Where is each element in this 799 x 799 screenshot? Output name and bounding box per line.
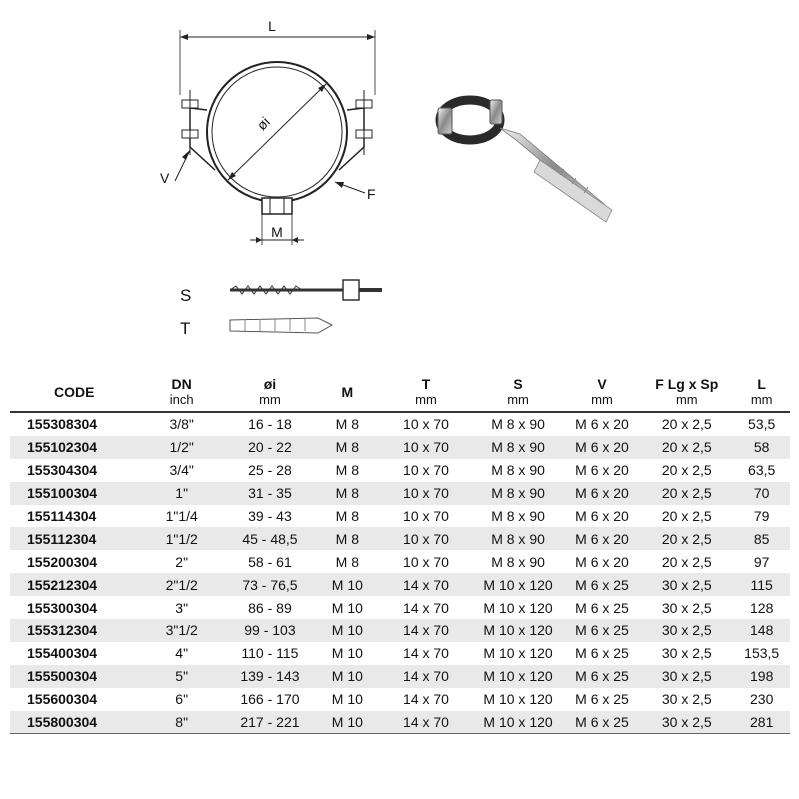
header-f: F Lg x Sp mm bbox=[655, 376, 719, 407]
cell-code: 155212304 bbox=[10, 573, 138, 596]
cell-f: 20 x 2,5 bbox=[640, 482, 733, 505]
cell-l: 63,5 bbox=[748, 462, 776, 479]
table-row bbox=[10, 573, 790, 596]
dimension-M-label: M bbox=[271, 224, 283, 240]
product-photo bbox=[420, 85, 620, 235]
cell-t: 10 x 70 bbox=[403, 416, 449, 433]
cell-diameter: 73 - 76,5 bbox=[225, 573, 315, 596]
cell-v: M 6 x 25 bbox=[575, 599, 629, 616]
cell-t: 14 x 70 bbox=[380, 665, 473, 688]
cell-f: 30 x 2,5 bbox=[640, 711, 733, 734]
screw-icon bbox=[230, 280, 382, 300]
label-V: V bbox=[160, 170, 170, 186]
cell-f: 20 x 2,5 bbox=[661, 416, 712, 433]
cell-diameter: 217 - 221 bbox=[225, 711, 315, 734]
cell-v: M 6 x 20 bbox=[564, 527, 640, 550]
cell-dn: 1"1/4 bbox=[165, 508, 198, 524]
cell-code: 155304304 bbox=[27, 462, 98, 479]
cell-t: 10 x 70 bbox=[403, 553, 449, 570]
table-row bbox=[10, 436, 790, 459]
cell-f: 30 x 2,5 bbox=[661, 645, 712, 662]
part-S-label: S bbox=[180, 286, 192, 305]
cell-diameter: 31 - 35 bbox=[225, 482, 315, 505]
cell-v: M 6 x 25 bbox=[575, 691, 629, 708]
cell-s: M 8 x 90 bbox=[472, 482, 563, 505]
cell-code: 155200304 bbox=[27, 553, 98, 570]
cell-t: 10 x 70 bbox=[403, 462, 449, 479]
cell-f: 20 x 2,5 bbox=[661, 553, 712, 570]
cell-diameter: 39 - 43 bbox=[248, 508, 292, 524]
header-m: M bbox=[341, 383, 354, 400]
cell-v: M 6 x 20 bbox=[575, 508, 629, 524]
cell-l: 97 bbox=[753, 553, 770, 570]
table-row bbox=[10, 459, 790, 482]
cell-t: 14 x 70 bbox=[403, 599, 449, 616]
cell-dn: 6" bbox=[175, 691, 189, 708]
part-T-label: T bbox=[180, 319, 191, 338]
cell-s: M 10 x 120 bbox=[483, 691, 553, 708]
cell-t: 10 x 70 bbox=[380, 436, 473, 459]
cell-t: 14 x 70 bbox=[403, 691, 449, 708]
cell-m: M 10 bbox=[315, 665, 380, 688]
cell-s: M 8 x 90 bbox=[472, 527, 563, 550]
table-row bbox=[10, 619, 790, 642]
cell-code: 155800304 bbox=[10, 711, 138, 734]
cell-f: 30 x 2,5 bbox=[661, 691, 712, 708]
cell-t: 10 x 70 bbox=[380, 527, 473, 550]
cell-f: 20 x 2,5 bbox=[661, 508, 712, 524]
cell-diameter: 139 - 143 bbox=[225, 665, 315, 688]
cell-f: 30 x 2,5 bbox=[661, 599, 712, 616]
cell-diameter: 25 - 28 bbox=[248, 462, 292, 479]
cell-l: 70 bbox=[733, 482, 790, 505]
cell-s: M 8 x 90 bbox=[491, 462, 545, 479]
cell-v: M 6 x 20 bbox=[575, 416, 629, 433]
cell-l: 198 bbox=[733, 665, 790, 688]
cell-s: M 10 x 120 bbox=[483, 645, 553, 662]
cell-dn: 5" bbox=[138, 665, 224, 688]
cell-m: M 10 bbox=[331, 691, 363, 708]
cell-t: 14 x 70 bbox=[403, 645, 449, 662]
cell-m: M 8 bbox=[315, 436, 380, 459]
cell-v: M 6 x 25 bbox=[564, 619, 640, 642]
cell-v: M 6 x 25 bbox=[564, 711, 640, 734]
table-row bbox=[10, 665, 790, 688]
cell-l: 128 bbox=[750, 599, 774, 616]
cell-code: 155312304 bbox=[10, 619, 138, 642]
header-l: L mm bbox=[750, 376, 773, 407]
cell-dn: 3"1/2 bbox=[138, 619, 224, 642]
spec-table bbox=[10, 375, 790, 734]
cell-m: M 8 bbox=[335, 553, 360, 570]
cell-code: 155500304 bbox=[10, 665, 138, 688]
parts-diagram bbox=[170, 268, 400, 348]
cell-s: M 10 x 120 bbox=[472, 711, 563, 734]
cell-l: 148 bbox=[733, 619, 790, 642]
header-t: T mm bbox=[415, 376, 437, 407]
cell-l: 79 bbox=[753, 508, 770, 524]
cell-t: 14 x 70 bbox=[380, 573, 473, 596]
cell-l: 230 bbox=[750, 691, 774, 708]
cell-code: 155300304 bbox=[27, 599, 98, 616]
cell-dn: 1" bbox=[138, 482, 224, 505]
cell-v: M 6 x 25 bbox=[575, 645, 629, 662]
table-row bbox=[10, 688, 790, 711]
table-row bbox=[10, 412, 790, 436]
cell-t: 14 x 70 bbox=[380, 711, 473, 734]
table-row bbox=[10, 550, 790, 573]
cell-code: 155102304 bbox=[10, 436, 138, 459]
cell-m: M 10 bbox=[331, 645, 363, 662]
table-row bbox=[10, 505, 790, 528]
cell-s: M 10 x 120 bbox=[483, 599, 553, 616]
cell-m: M 8 bbox=[335, 508, 360, 524]
header-code: CODE bbox=[54, 383, 95, 400]
label-F: F bbox=[367, 186, 376, 202]
cell-dn: 3" bbox=[175, 599, 189, 616]
cell-t: 10 x 70 bbox=[403, 508, 449, 524]
table-row bbox=[10, 482, 790, 505]
diameter-label: øi bbox=[253, 113, 273, 134]
header-s: S mm bbox=[507, 376, 529, 407]
table-header bbox=[10, 375, 790, 412]
wall-plug-icon bbox=[230, 318, 332, 333]
header-diameter: øi mm bbox=[259, 376, 281, 407]
cell-t: 14 x 70 bbox=[380, 619, 473, 642]
cell-diameter: 45 - 48,5 bbox=[225, 527, 315, 550]
cell-code: 155400304 bbox=[27, 645, 98, 662]
cell-diameter: 20 - 22 bbox=[225, 436, 315, 459]
cell-m: M 8 bbox=[315, 482, 380, 505]
header-v: V mm bbox=[591, 376, 613, 407]
cell-m: M 10 bbox=[331, 599, 363, 616]
cell-m: M 10 bbox=[315, 573, 380, 596]
cell-s: M 8 x 90 bbox=[491, 553, 545, 570]
cell-v: M 6 x 20 bbox=[575, 462, 629, 479]
table-row bbox=[10, 642, 790, 665]
cell-m: M 8 bbox=[335, 462, 360, 479]
cell-diameter: 86 - 89 bbox=[248, 599, 292, 616]
cell-l: 85 bbox=[733, 527, 790, 550]
cell-dn: 2"1/2 bbox=[138, 573, 224, 596]
cell-dn: 1/2" bbox=[138, 436, 224, 459]
cell-v: M 6 x 20 bbox=[564, 482, 640, 505]
cell-code: 155600304 bbox=[27, 691, 98, 708]
cell-v: M 6 x 20 bbox=[564, 436, 640, 459]
cell-dn: 8" bbox=[138, 711, 224, 734]
cell-dn: 3/8" bbox=[169, 416, 194, 433]
table-body bbox=[10, 412, 790, 734]
cell-v: M 6 x 20 bbox=[575, 553, 629, 570]
cell-code: 155112304 bbox=[10, 527, 138, 550]
cell-s: M 10 x 120 bbox=[472, 573, 563, 596]
table-row bbox=[10, 596, 790, 619]
cell-v: M 6 x 25 bbox=[564, 573, 640, 596]
cell-s: M 10 x 120 bbox=[472, 619, 563, 642]
cell-code: 155100304 bbox=[10, 482, 138, 505]
cell-s: M 8 x 90 bbox=[491, 416, 545, 433]
table-row bbox=[10, 527, 790, 550]
cell-dn: 1"1/2 bbox=[138, 527, 224, 550]
cell-m: M 10 bbox=[315, 711, 380, 734]
cell-diameter: 99 - 103 bbox=[225, 619, 315, 642]
cell-v: M 6 x 25 bbox=[564, 665, 640, 688]
cell-m: M 8 bbox=[315, 527, 380, 550]
cell-f: 20 x 2,5 bbox=[661, 462, 712, 479]
cell-t: 10 x 70 bbox=[380, 482, 473, 505]
cell-dn: 2" bbox=[175, 553, 189, 570]
cell-diameter: 166 - 170 bbox=[240, 691, 300, 708]
table-row bbox=[10, 711, 790, 734]
cell-s: M 8 x 90 bbox=[491, 508, 545, 524]
header-dn: DN inch bbox=[169, 376, 194, 407]
cell-s: M 8 x 90 bbox=[472, 436, 563, 459]
cell-m: M 8 bbox=[335, 416, 360, 433]
cell-l: 58 bbox=[733, 436, 790, 459]
cell-s: M 10 x 120 bbox=[472, 665, 563, 688]
cell-diameter: 110 - 115 bbox=[241, 645, 299, 662]
cell-code: 155114304 bbox=[27, 508, 97, 524]
cell-f: 30 x 2,5 bbox=[640, 619, 733, 642]
cell-dn: 4" bbox=[175, 645, 189, 662]
clamp-diagram bbox=[150, 10, 400, 250]
cell-code: 155308304 bbox=[27, 416, 98, 433]
cell-l: 153,5 bbox=[744, 645, 780, 662]
cell-m: M 10 bbox=[315, 619, 380, 642]
dimension-L-label: L bbox=[268, 18, 276, 34]
cell-f: 30 x 2,5 bbox=[640, 665, 733, 688]
cell-f: 30 x 2,5 bbox=[640, 573, 733, 596]
cell-l: 53,5 bbox=[748, 416, 776, 433]
cell-f: 20 x 2,5 bbox=[640, 527, 733, 550]
cell-diameter: 58 - 61 bbox=[248, 553, 292, 570]
cell-dn: 3/4" bbox=[169, 462, 194, 479]
cell-f: 20 x 2,5 bbox=[640, 436, 733, 459]
cell-l: 281 bbox=[733, 711, 790, 734]
cell-l: 115 bbox=[733, 573, 790, 596]
cell-diameter: 16 - 18 bbox=[248, 416, 292, 433]
